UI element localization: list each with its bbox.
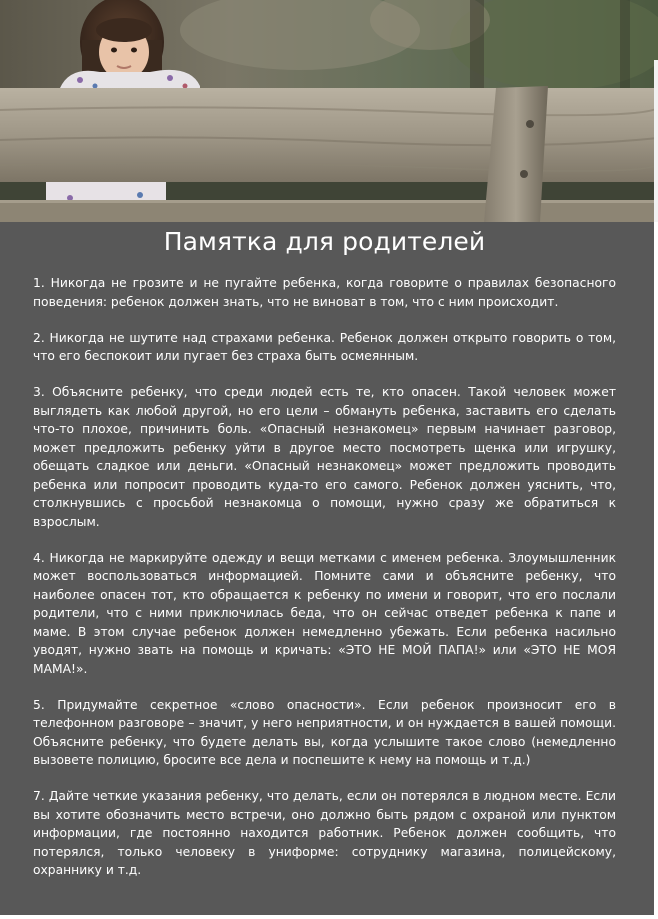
tip-item-5: 5. Придумайте секретное «слово опасности». Если ребенок произносит его в телефонном разговоре – значит, у него неприятности, и он нуждается в вашей помощи. Объясните ребенку, что будете делать вы, когда услышите такое слово (немедленно вызовете полицию, бросите все дела и поспешите к нему на помощь и т.д.) bbox=[33, 697, 616, 767]
info-panel bbox=[0, 222, 654, 915]
tip-item-2: 2. Никогда не шутите над страхами ребенка. Ребенок должен открыто говорить о том, что его беспокоит или пугает без страха быть осмеянным. bbox=[33, 330, 616, 363]
tip-item-3: 3. Объясните ребенку, что среди людей есть те, кто опасен. Такой человек может выглядеть как любой другой, но его цели – обмануть ребенка, заставить его сделать что-то плохое, причинить боль. «Опасный незнакомец» первым начинает разговор, может предложить ребенку уйти в другое место посмотреть щенка или игрушку, обещать сладкое или деньги. «Опасный незнакомец» может предложить проводить ребенка или попросит проводить куда-то его самого. Ребенок должен уяснить, что, столкнувшись с просьбой незнакомца о помощи, нужно сразу же обратиться к взрослым. bbox=[33, 385, 616, 529]
tip-item-4: 4. Никогда не маркируйте одежду и вещи метками с именем ребенка. Злоумышленник может воспользоваться информацией. Помните сами и объясните ребенку, что наиболее опасен тот, кто обращается к ребенку по имени и говорит, что его послали родители, что с ними приключилась беда, что он сейчас отведет ребенка к папе и маме. В этом случае ребенок должен немедленно убежать. Если ребенка насильно уводят, нужно звать на помощь и кричать: «ЭТО НЕ МОЙ ПАПА!» или «ЭТО НЕ МОЯ МАМА!». bbox=[33, 550, 616, 676]
page-title: Памятка для родителей bbox=[163, 227, 486, 256]
tip-item-7: 7. Дайте четкие указания ребенку, что делать, если он потерялся в людном месте. Если вы хотите обозначить место встречи, оно должно быть рядом с охраной или пунктом информации, где постоянно находится работник. Ребенок должен сообщить, что потерялся, только человеку в униформе: сотруднику магазина, полицейскому, охраннику и т.д. bbox=[33, 789, 616, 877]
tips-list bbox=[33, 274, 616, 880]
child-on-bench-photo bbox=[0, 0, 658, 222]
tip-item-1: 1. Никогда не грозите и не пугайте ребенка, когда говорите о правилах безопасного поведения: ребенок должен знать, что не виноват в том, что с ним происходит. bbox=[33, 276, 616, 309]
